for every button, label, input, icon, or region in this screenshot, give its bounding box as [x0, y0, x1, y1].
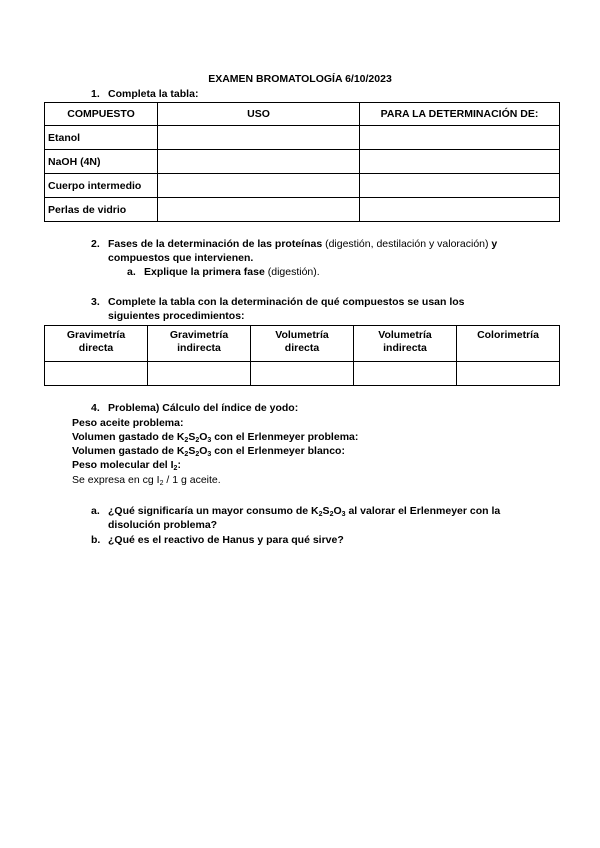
q4-sub: 2 — [329, 511, 334, 518]
table-row — [45, 198, 560, 222]
q3-col-label: Gravimetría — [66, 329, 126, 341]
q1-cell-determinacion[interactable] — [360, 198, 560, 222]
q1-number: 1. — [91, 88, 100, 100]
q1-row-label: Etanol — [45, 126, 158, 150]
q2-normal-a: (digestión, destilación y valoración) — [322, 238, 489, 250]
q1-heading — [91, 88, 198, 100]
q3-col-label: Volumetría — [378, 329, 432, 341]
table-row — [45, 150, 560, 174]
q4-qb-text: ¿Qué es el reactivo de Hanus y para qué sirve? — [108, 534, 344, 546]
q1-row-label: Perlas de vidrio — [45, 198, 158, 222]
q3-col-vol-indirecta — [354, 326, 457, 362]
q4-sub: 3 — [207, 437, 212, 444]
q4-vol-s: S — [188, 431, 196, 443]
q1-table — [44, 102, 560, 222]
q4-sub: 2 — [184, 451, 189, 458]
q3-col-grav-directa — [45, 326, 148, 362]
q4-sub: 2 — [173, 465, 178, 472]
q3-number: 3. — [91, 296, 100, 308]
q4-sub: 2 — [159, 480, 164, 487]
q4-expresa — [72, 474, 221, 486]
q3-text: Complete la tabla con la determinación de qué compuestos se usan los — [108, 296, 465, 308]
q3-col-label: Colorimetría — [477, 329, 539, 341]
q3-cell[interactable] — [251, 362, 354, 386]
q4-peso-molecular — [72, 459, 181, 471]
q2-bold-b: y — [488, 238, 498, 250]
q4-vol-blanco — [72, 445, 345, 457]
q3-cell[interactable] — [457, 362, 560, 386]
q1-cell-uso[interactable] — [158, 198, 360, 222]
q2-sub-bold: Explique la primera fase — [144, 266, 265, 278]
q4-vol-prefix: Volumen gastado de K — [72, 445, 185, 457]
q1-cell-uso[interactable] — [158, 126, 360, 150]
q4-heading — [91, 402, 298, 414]
q3-cell[interactable] — [354, 362, 457, 386]
q4-vol-o: O — [199, 431, 208, 443]
q4-number: 4. — [91, 402, 100, 414]
q1-col-compuesto: COMPUESTO — [45, 103, 158, 126]
q1-row-label: Cuerpo intermedio — [45, 174, 158, 198]
q4-qa-letter: a. — [91, 505, 100, 517]
q4-vol-blanco-suffix: con el Erlenmeyer blanco: — [211, 445, 345, 457]
q4-sub: 3 — [207, 451, 212, 458]
q4-peso-mol-suffix: : — [177, 459, 181, 471]
q4-vol-s: S — [322, 505, 330, 517]
q1-cell-uso[interactable] — [158, 174, 360, 198]
q3-line1 — [91, 296, 465, 308]
q3-col-colorimetria — [457, 326, 560, 362]
q4-title: Problema) Cálculo del índice de yodo: — [108, 402, 299, 414]
q3-col-label: Gravimetría — [169, 329, 229, 341]
q3-col-label: directa — [78, 342, 114, 354]
q2-sub-normal: (digestión). — [264, 266, 320, 278]
q2-sub-letter: a. — [127, 266, 136, 278]
q3-col-label: Volumetría — [275, 329, 329, 341]
q4-vol-s: S — [188, 445, 196, 457]
q4-vol-prefix: Volumen gastado de K — [72, 431, 185, 443]
q4-vol-problema-suffix: con el Erlenmeyer problema: — [211, 431, 359, 443]
q1-table-header — [45, 103, 560, 126]
q4-question-a — [91, 505, 561, 517]
q4-qa-prefix: ¿Qué significaría un mayor consumo de K — [108, 505, 319, 517]
q3-col-label: indirecta — [177, 342, 221, 354]
q4-qa-suffix: al valorar el Erlenmeyer con la — [345, 505, 501, 517]
table-row — [45, 174, 560, 198]
q4-expresa-suffix: / 1 g aceite. — [163, 474, 221, 486]
q4-peso-mol-prefix: Peso molecular del I — [72, 459, 174, 471]
q4-expresa-prefix: Se expresa en cg I — [72, 474, 160, 486]
q4-sub: 2 — [184, 437, 189, 444]
table-row — [45, 362, 560, 386]
q2-number: 2. — [91, 238, 100, 250]
q4-qa-line2: disolución problema? — [108, 519, 218, 531]
q3-table — [44, 325, 560, 386]
q3-cell[interactable] — [148, 362, 251, 386]
q1-cell-determinacion[interactable] — [360, 150, 560, 174]
q2-sub-a — [127, 266, 320, 278]
q3-col-grav-indirecta — [148, 326, 251, 362]
q4-qb-letter: b. — [91, 534, 101, 546]
q2-bold-a: Fases de la determinación de las proteínas — [108, 238, 323, 250]
q3-col-vol-directa — [251, 326, 354, 362]
q4-vol-problema — [72, 431, 358, 443]
q4-vol-o: O — [333, 505, 342, 517]
q4-sub: 3 — [341, 511, 346, 518]
q2-line1 — [91, 238, 561, 250]
q4-sub: 2 — [195, 437, 200, 444]
q1-cell-uso[interactable] — [158, 150, 360, 174]
q1-row-label: NaOH (4N) — [45, 150, 158, 174]
q1-text: Completa la tabla: — [108, 88, 199, 100]
exam-title: EXAMEN BROMATOLOGÍA 6/10/2023 — [208, 73, 392, 85]
table-row — [45, 126, 560, 150]
q4-question-b — [91, 534, 344, 546]
q1-cell-determinacion[interactable] — [360, 126, 560, 150]
q3-table-header — [45, 326, 560, 362]
q1-col-determinacion: PARA LA DETERMINACIÓN DE: — [360, 103, 560, 126]
q4-peso-aceite: Peso aceite problema: — [72, 417, 184, 429]
q3-line2: siguientes procedimientos: — [108, 310, 245, 322]
q2-line2: compuestos que intervienen. — [108, 252, 254, 264]
q3-col-label: directa — [284, 342, 320, 354]
q4-sub: 2 — [318, 511, 323, 518]
q3-cell[interactable] — [45, 362, 148, 386]
q1-cell-determinacion[interactable] — [360, 174, 560, 198]
q4-vol-o: O — [199, 445, 208, 457]
q3-col-label: indirecta — [383, 342, 427, 354]
q1-col-uso: USO — [158, 103, 360, 126]
q4-sub: 2 — [195, 451, 200, 458]
